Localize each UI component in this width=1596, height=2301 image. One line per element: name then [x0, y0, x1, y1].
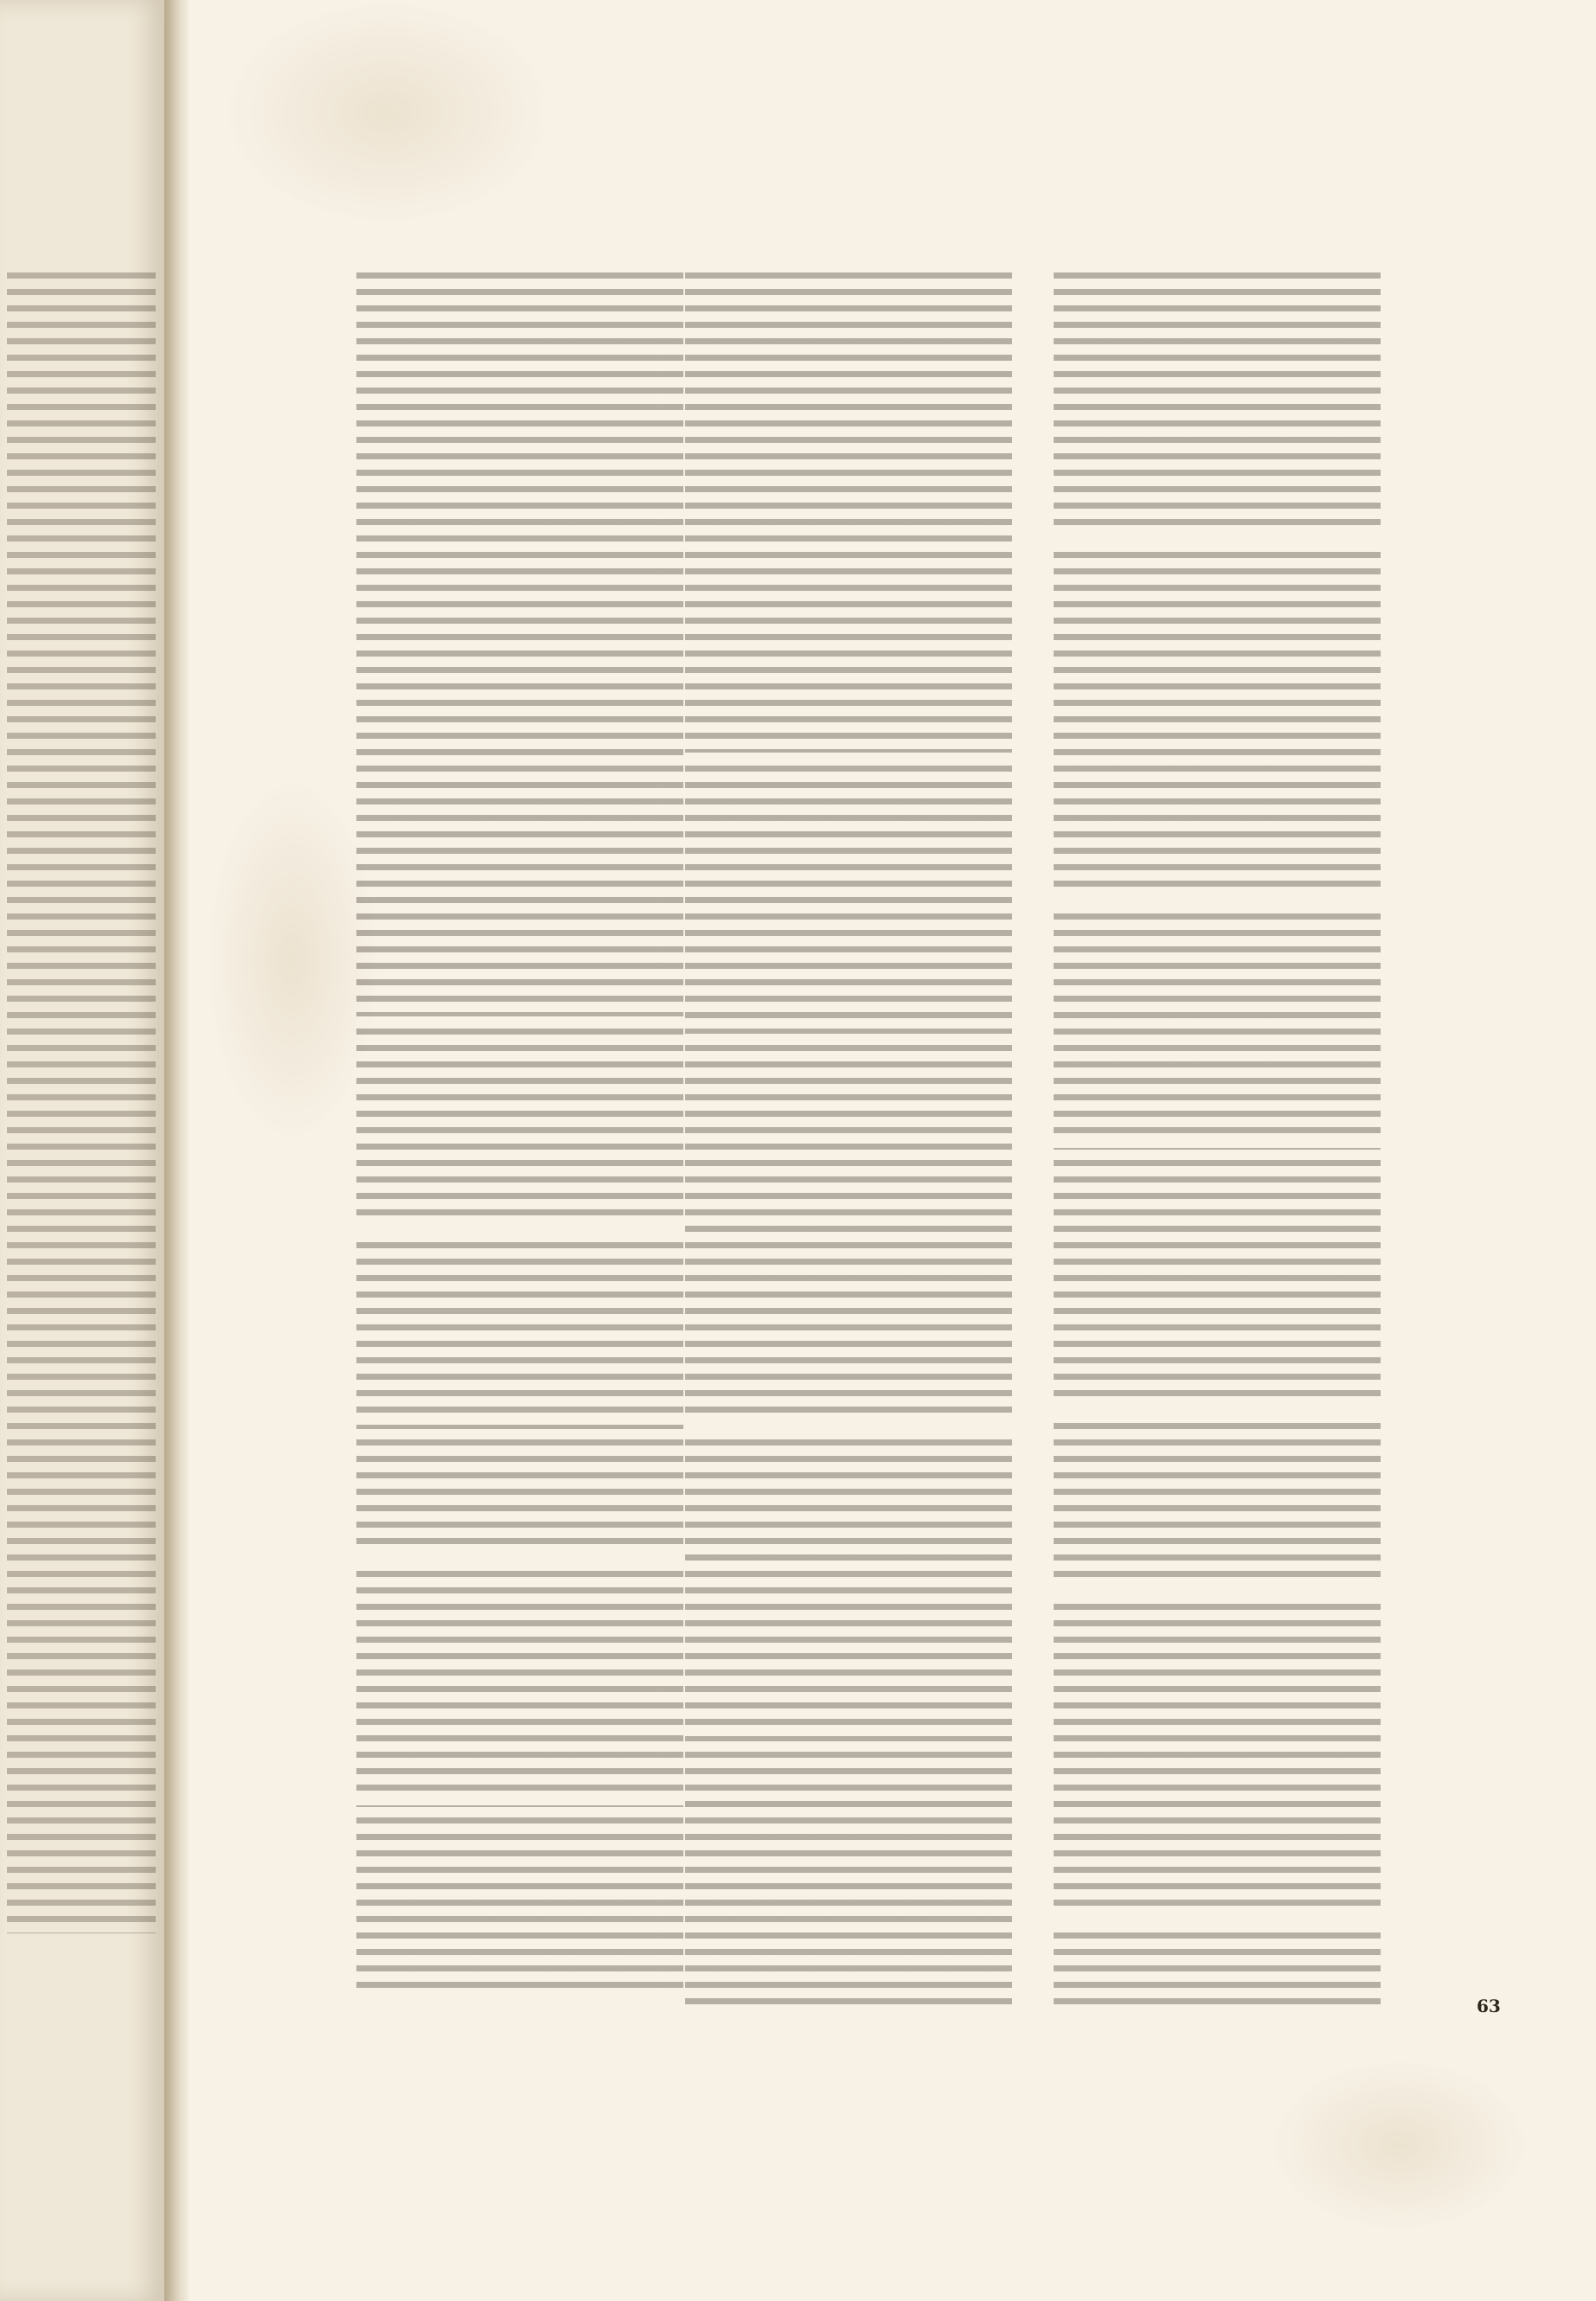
text-column-3: [1054, 272, 1381, 2007]
right-page: [189, 0, 1596, 2301]
left-page-text-column: [7, 272, 156, 1933]
text-column-2: [685, 272, 1012, 2011]
text-column-1: [356, 272, 683, 1998]
page-number: 63: [1477, 1996, 1501, 2016]
left-page-edge: [0, 0, 167, 2301]
book-gutter: [164, 0, 189, 2301]
